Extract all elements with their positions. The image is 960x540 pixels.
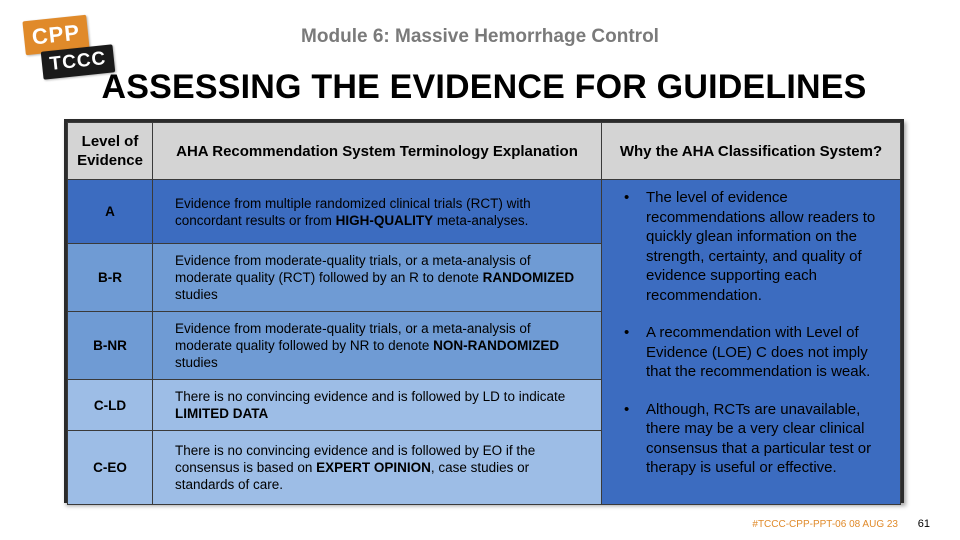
level-cell: B-R xyxy=(68,244,153,312)
module-subtitle: Module 6: Massive Hemorrhage Control xyxy=(301,26,659,47)
description-emphasis: LIMITED DATA xyxy=(175,406,269,421)
description-cell xyxy=(153,244,602,312)
description-emphasis: HIGH-QUALITY xyxy=(335,212,434,228)
description-emphasis: NON-RANDOMIZED xyxy=(433,338,560,353)
description-cell xyxy=(153,180,602,244)
table-row xyxy=(68,180,901,244)
logo-tccc-badge: TCCC xyxy=(41,44,116,79)
level-cell: A xyxy=(68,180,153,244)
header-level: Level of Evidence xyxy=(68,123,153,180)
logo-cpp-badge: CPP xyxy=(22,15,89,56)
description-text: There is no convincing evidence and is followed by LD to indicate xyxy=(175,389,566,404)
level-cell: B-NR xyxy=(68,312,153,380)
description-text: Evidence from moderate-quality trials, or a meta-analysis of moderate quality (RCT) followed by an R to denote xyxy=(175,253,531,285)
footer-document-code: #TCCC-CPP-PPT-06 08 AUG 23 xyxy=(752,519,898,530)
why-bullet-list xyxy=(624,188,888,478)
description-text: Evidence from moderate-quality trials, or a meta-analysis of moderate quality followed by NR to denote xyxy=(175,321,531,353)
description-cell xyxy=(153,312,602,380)
slide-title: ASSESSING THE EVIDENCE FOR GUIDELINES xyxy=(101,68,867,106)
why-bullet: • The level of evidence recommendations allow readers to quickly glean information on the strength, certainty, and quality of evidence supporting each recommendation. xyxy=(624,188,888,305)
description-text-end: , case studies or standards of care. xyxy=(175,460,530,492)
level-cell: C-EO xyxy=(68,431,153,505)
table-header-row xyxy=(68,123,901,180)
description-emphasis: EXPERT OPINION xyxy=(316,460,431,475)
description-cell xyxy=(153,380,602,431)
why-bullet: • Although, RCTs are unavailable, there may be a very clear clinical consensus that a particular test or therapy is useful or effective. xyxy=(624,400,888,478)
header-explanation: AHA Recommendation System Terminology Explanation xyxy=(153,123,602,180)
level-cell: C-LD xyxy=(68,380,153,431)
evidence-table xyxy=(64,119,904,503)
description-text-end: studies xyxy=(175,287,218,302)
description-text: There is no convincing evidence and is followed by EO if the consensus is based on xyxy=(175,443,536,475)
why-bullet: • A recommendation with Level of Evidence (LOE) C does not imply that the recommendation is weak. xyxy=(624,323,888,382)
description-text-end: meta-analyses. xyxy=(433,212,529,228)
description-text-end: studies xyxy=(175,355,218,370)
description-text: Evidence from multiple randomized clinical trials (RCT) with concordant results or from xyxy=(175,195,531,228)
description-emphasis: RANDOMIZED xyxy=(482,270,575,285)
page-number: 61 xyxy=(917,518,930,530)
description-cell xyxy=(153,431,602,505)
header-why: Why the AHA Classification System? xyxy=(602,123,901,180)
why-cell xyxy=(602,180,901,505)
